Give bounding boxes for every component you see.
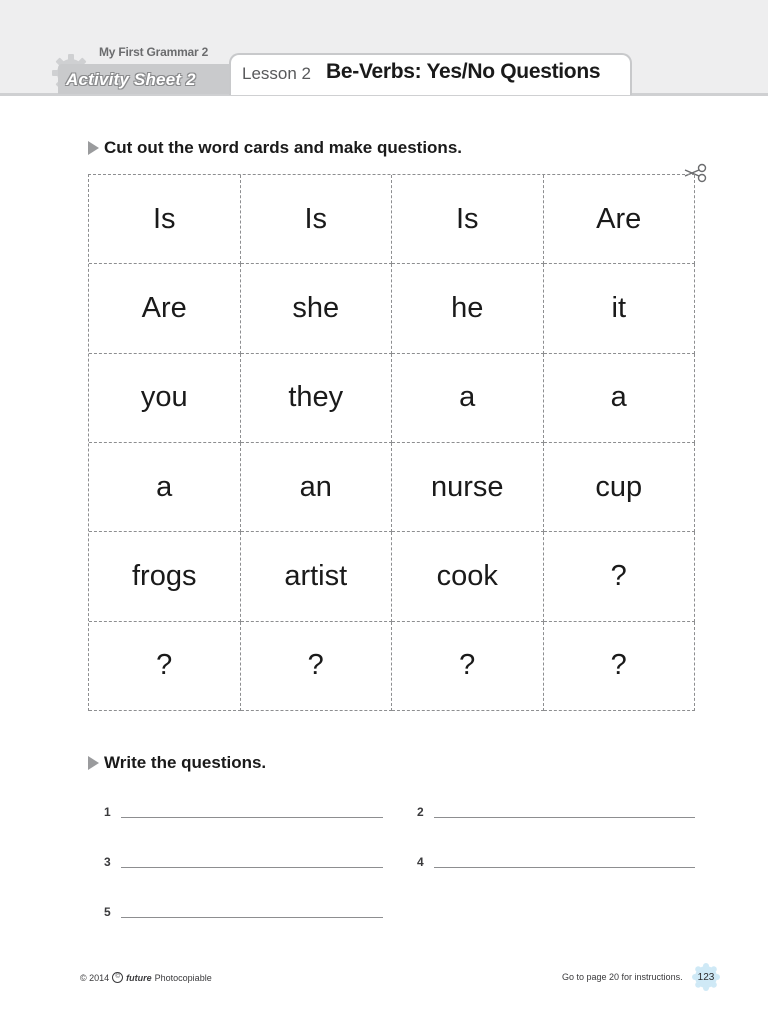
brand-logo-icon: © — [112, 972, 123, 983]
word-card: ? — [241, 622, 393, 711]
word-card: she — [241, 264, 393, 353]
word-card: Is — [89, 175, 241, 264]
triangle-right-icon — [88, 756, 99, 770]
instruction-write-questions — [88, 753, 266, 773]
answer-line[interactable] — [121, 867, 383, 868]
instruction-text: Cut out the word cards and make questions. — [104, 138, 462, 157]
activity-sheet-label: Activity Sheet 2 — [66, 70, 196, 89]
word-card: Are — [544, 175, 696, 264]
word-card: ? — [544, 622, 696, 711]
word-card: frogs — [89, 532, 241, 621]
question-number: 4 — [417, 855, 424, 869]
word-card: they — [241, 354, 393, 443]
answer-line[interactable] — [434, 817, 695, 818]
word-card: cook — [392, 532, 544, 621]
word-card: you — [89, 354, 241, 443]
instruction-cut-cards — [88, 138, 462, 158]
word-card: cup — [544, 443, 696, 532]
copyright-text: © 2014 — [80, 972, 110, 983]
word-card-grid — [88, 174, 695, 711]
question-number: 2 — [417, 805, 424, 819]
word-card: Is — [392, 175, 544, 264]
word-card: artist — [241, 532, 393, 621]
word-card: a — [392, 354, 544, 443]
word-card: Is — [241, 175, 393, 264]
lesson-title: Be-Verbs: Yes/No Questions — [326, 60, 601, 83]
word-card: a — [89, 443, 241, 532]
word-card: an — [241, 443, 393, 532]
word-card: Are — [89, 264, 241, 353]
answer-line[interactable] — [121, 817, 383, 818]
brand-name: future — [126, 972, 152, 983]
instruction-text: Write the questions. — [104, 753, 267, 772]
answer-line[interactable] — [434, 867, 695, 868]
page-number: 123 — [697, 971, 715, 983]
word-card: he — [392, 264, 544, 353]
question-number: 3 — [104, 855, 111, 869]
triangle-right-icon — [88, 141, 99, 155]
series-title: My First Grammar 2 — [99, 45, 209, 59]
answer-line[interactable] — [121, 917, 383, 918]
word-card: a — [544, 354, 696, 443]
word-card: ? — [392, 622, 544, 711]
footer-copyright — [80, 972, 212, 983]
word-card: nurse — [392, 443, 544, 532]
instructions-reference: Go to page 20 for instructions. — [562, 972, 683, 982]
word-card: ? — [89, 622, 241, 711]
question-number: 1 — [104, 805, 111, 819]
word-card: it — [544, 264, 696, 353]
photocopiable-text: Photocopiable — [154, 972, 212, 983]
word-card: ? — [544, 532, 696, 621]
lesson-label: Lesson 2 — [242, 64, 311, 83]
question-number: 5 — [104, 905, 111, 919]
